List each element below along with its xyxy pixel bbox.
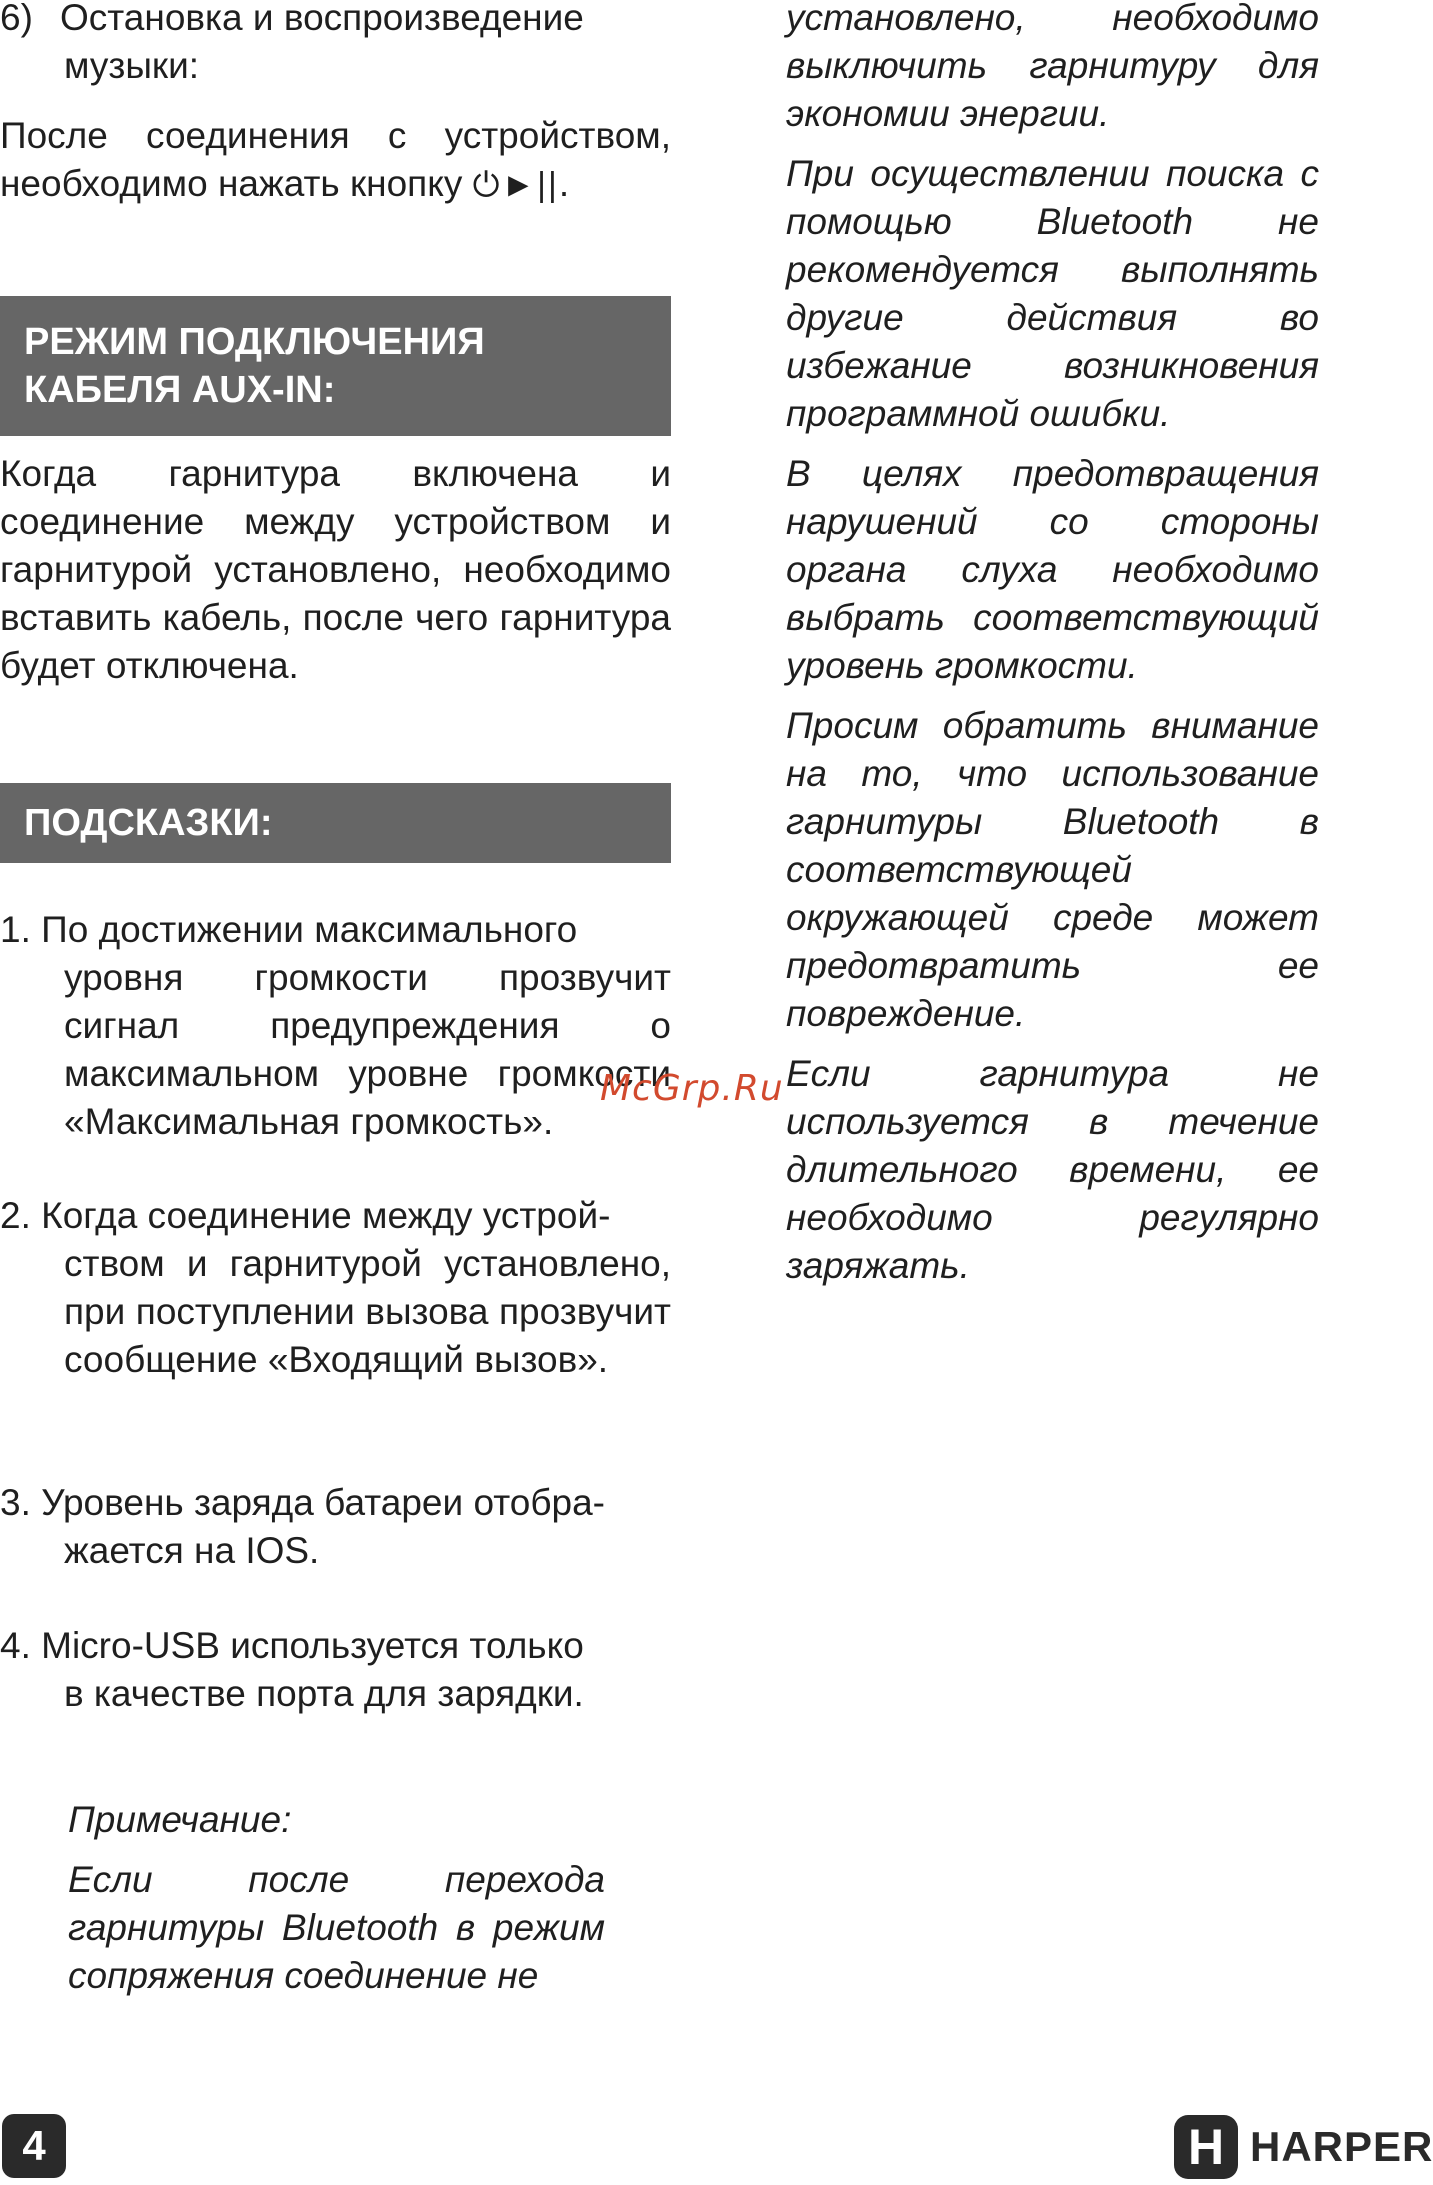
logo-text: HARPER xyxy=(1250,2123,1433,2170)
harper-logo xyxy=(1174,2115,1433,2179)
tip-rest: в качестве порта для зарядки. xyxy=(64,1673,584,1714)
tip-number: 2. xyxy=(0,1195,31,1236)
note-label: Примечание: xyxy=(68,1799,292,1840)
logo-h-icon: H xyxy=(1174,2115,1238,2179)
tip-first-line xyxy=(0,1192,671,1240)
tip-number: 4. xyxy=(0,1625,31,1666)
after-connection-label: После соединения с устройством, необходимо нажать кнопку xyxy=(0,115,671,204)
tip-number: 1. xyxy=(0,909,31,950)
right-paragraph: Если гарнитура не используется в течение длительного времени, ее необходимо регулярно заряжать. xyxy=(786,1053,1319,1286)
right-paragraph: Просим обратить внимание на то, что использование гарнитуры Bluetooth в соответствующей окружающей среде может предотвратить ее повреждение. xyxy=(786,705,1319,1034)
note-block xyxy=(68,1796,605,2000)
tip-first-text: Уровень заряда батареи отобра- xyxy=(41,1482,605,1523)
tip-first-line xyxy=(0,906,671,954)
step-number: 6) xyxy=(0,0,33,38)
right-column xyxy=(786,0,1319,1302)
right-paragraph: В целях предотвращения нарушений со стороны органа слуха необходимо выбрать соответствующий уровень громкости. xyxy=(786,453,1319,686)
tip-first-text: Когда соединение между устрой- xyxy=(41,1195,611,1236)
tip-first-text: Micro-USB используется только xyxy=(41,1625,584,1666)
step-6-line-2: музыки: xyxy=(64,45,200,86)
step-6 xyxy=(0,0,671,90)
tips-section-heading: ПОДСКАЗКИ: xyxy=(0,783,671,863)
watermark: McGrp.Ru xyxy=(600,1068,784,1109)
tip-first-line xyxy=(0,1622,671,1670)
after-connection-text xyxy=(0,112,671,209)
note-text: Если после перехода гарнитуры Bluetooth в режим сопряжения соединение не xyxy=(68,1859,605,1996)
power-play-pause-icon: ⏻►|| xyxy=(472,166,559,204)
tip-number: 3. xyxy=(0,1482,31,1523)
page-number-badge: 4 xyxy=(2,2114,66,2178)
period: . xyxy=(558,163,570,204)
right-paragraph: При осуществлении поиска с помощью Bluetooth не рекомендуется выполнять другие действия во избежание возникновения программной ошибки. xyxy=(786,153,1319,434)
step-6-line-1 xyxy=(0,0,671,42)
tip-item xyxy=(0,1479,671,1575)
tip-item xyxy=(0,1192,671,1384)
tip-rest: уровня громкости прозвучит сигнал предупреждения о максимальном уровне громкости «Максимальная громкость». xyxy=(64,957,671,1142)
tip-item xyxy=(0,1622,671,1718)
tip-item xyxy=(0,906,671,1146)
tip-first-line xyxy=(0,1479,671,1527)
tip-first-text: По достижении максимального xyxy=(41,909,578,950)
aux-in-text: Когда гарнитура включена и соединение между устройством и гарнитурой установлено, необходимо вставить кабель, после чего гарнитура будет отключена. xyxy=(0,453,671,686)
right-paragraph: установлено, необходимо выключить гарнитуру для экономии энергии. xyxy=(786,0,1319,134)
tip-rest: ством и гарнитурой установлено, при поступлении вызова прозвучит сообщение «Входящий вызов». xyxy=(64,1243,671,1380)
tip-rest: жается на IOS. xyxy=(64,1530,320,1571)
aux-in-section-heading: РЕЖИМ ПОДКЛЮЧЕНИЯ КАБЕЛЯ AUX-IN: xyxy=(0,296,671,436)
step-6-text: Остановка и воспроизведение xyxy=(60,0,584,38)
